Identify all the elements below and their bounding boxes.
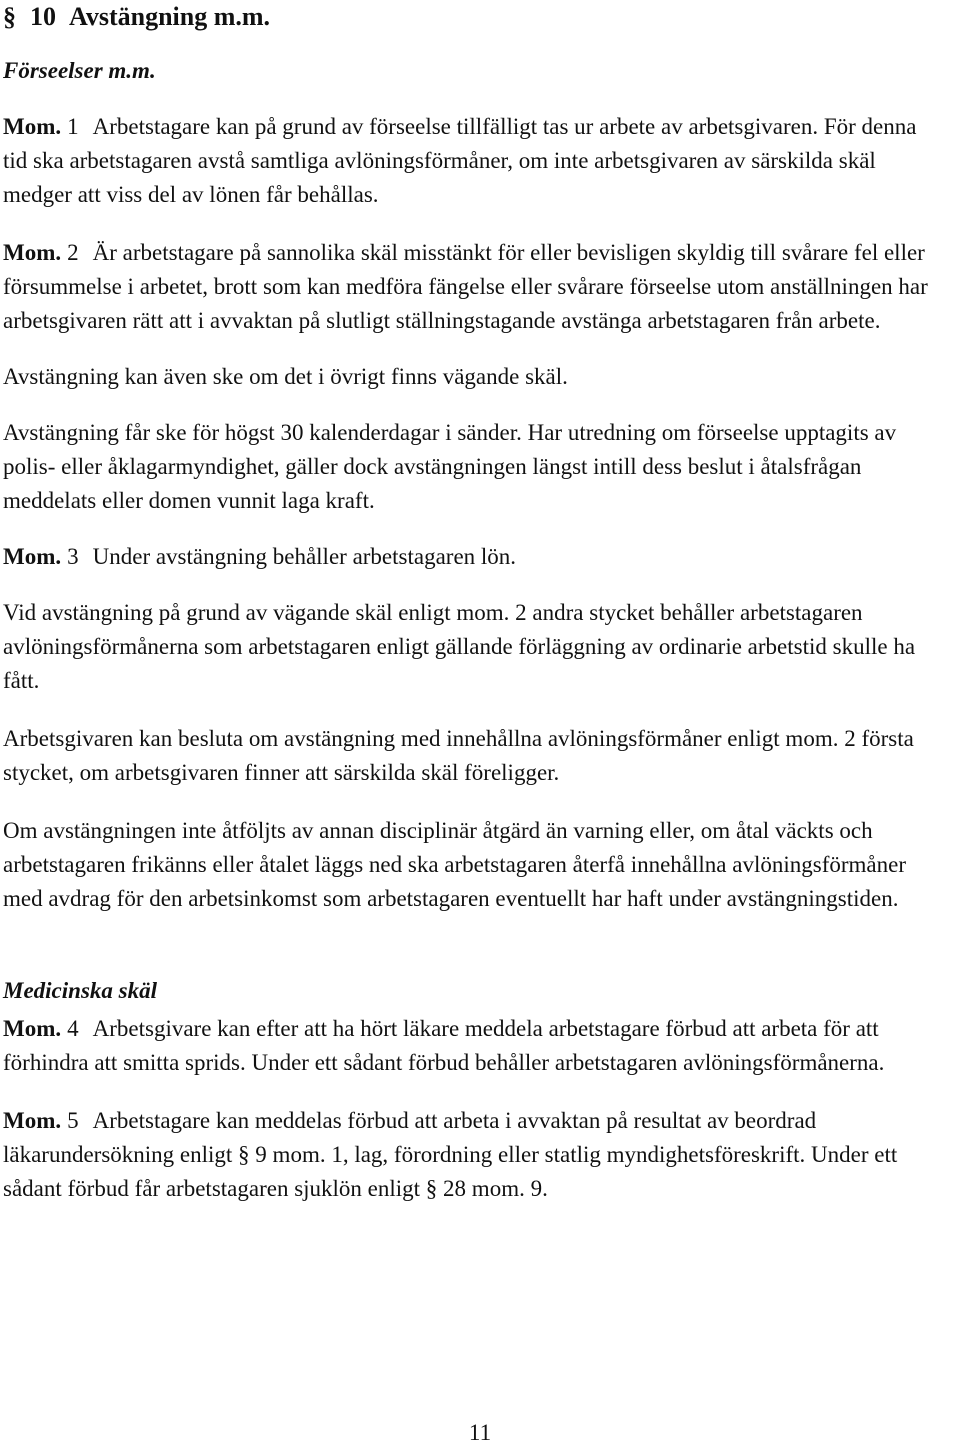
mom-number: 1 — [67, 114, 79, 139]
section-symbol: § — [3, 2, 16, 31]
section-heading-medicinska: Medicinska skäl — [3, 978, 157, 1003]
paragraph: Avstängning kan även ske om det i övrigt finns vägande skäl. — [3, 364, 568, 389]
mom-label: Mom. — [3, 240, 62, 265]
paragraph-text: Är arbetstagare på sannolika skäl misstänkt för eller bevisligen skyldig till svårare fel eller försummelse i arbetet, brott som kan medföra fängelse eller svårare förseelse utom anställningen har arbetsgivaren rätt att i avvaktan på slutligt ställningstagande avstänga arbetstagaren från arbete. — [3, 240, 928, 333]
paragraph-mom-5 — [3, 1104, 930, 1206]
paragraph-mom-2 — [3, 236, 930, 338]
paragraph-text: Arbetstagare kan på grund av förseelse tillfälligt tas ur arbete av arbetsgivaren. För denna tid ska arbetstagaren avstå samtliga avlöningsförmåner, om inte arbetsgivaren av särskilda skäl medger att viss del av lönen får behållas. — [3, 114, 917, 207]
mom-number: 5 — [67, 1108, 79, 1133]
mom-label: Mom. — [3, 1108, 62, 1133]
paragraph-text: Under avstängning behåller arbetstagaren lön. — [92, 544, 517, 569]
paragraph-mom-4 — [3, 1012, 930, 1080]
chapter-number: 10 — [30, 2, 56, 31]
mom-label: Mom. — [3, 114, 62, 139]
paragraph-mom-3 — [3, 540, 930, 574]
section-heading-forseelser: Förseelser m.m. — [3, 58, 156, 83]
paragraph-mom-1 — [3, 110, 930, 212]
mom-number: 3 — [67, 544, 79, 569]
mom-label: Mom. — [3, 1016, 62, 1041]
paragraph: Om avstängningen inte åtföljts av annan disciplinär åtgärd än varning eller, om åtal väckts och arbetstagaren frikänns eller åtalet läggs ned ska arbetstagaren återfå innehållna avlöningsförmåner med avdrag för den arbetsinkomst som arbetstagaren eventuellt har haft under avstängningstiden. — [3, 818, 906, 911]
chapter-title: Avstängning m.m. — [69, 2, 271, 31]
paragraph: Vid avstängning på grund av vägande skäl enligt mom. 2 andra stycket behåller arbetstagaren avlöningsförmånerna som arbetstagaren enligt gällande förläggning av ordinarie arbetstid skulle ha fått. — [3, 600, 916, 693]
paragraph: Arbetsgivaren kan besluta om avstängning med innehållna avlöningsförmåner enligt mom. 2 första stycket, om arbetsgivaren finner att särskilda skäl föreligger. — [3, 726, 914, 785]
chapter-heading — [3, 0, 930, 54]
mom-number: 4 — [67, 1016, 79, 1041]
mom-number: 2 — [67, 240, 79, 265]
paragraph-text: Arbetstagare kan meddelas förbud att arbeta i avvaktan på resultat av beordrad läkarundersökning enligt § 9 mom. 1, lag, förordning eller statlig myndighetsföreskrift. Under ett sådant förbud får arbetstagaren sjuklön enligt § 28 mom. 9. — [3, 1108, 898, 1201]
page-number: 11 — [468, 1420, 492, 1445]
paragraph-text: Arbetsgivare kan efter att ha hört läkare meddela arbetstagare förbud att arbeta för att förhindra att smitta sprids. Under ett sådant förbud behåller arbetstagaren avlöningsförmånerna. — [3, 1016, 885, 1075]
paragraph: Avstängning får ske för högst 30 kalenderdagar i sänder. Har utredning om förseelse upptagits av polis- eller åklagarmyndighet, gäller dock avstängningen längst intill dess beslut i åtalsfrågan meddelats eller domen vunnit laga kraft. — [3, 420, 897, 513]
mom-label: Mom. — [3, 544, 62, 569]
